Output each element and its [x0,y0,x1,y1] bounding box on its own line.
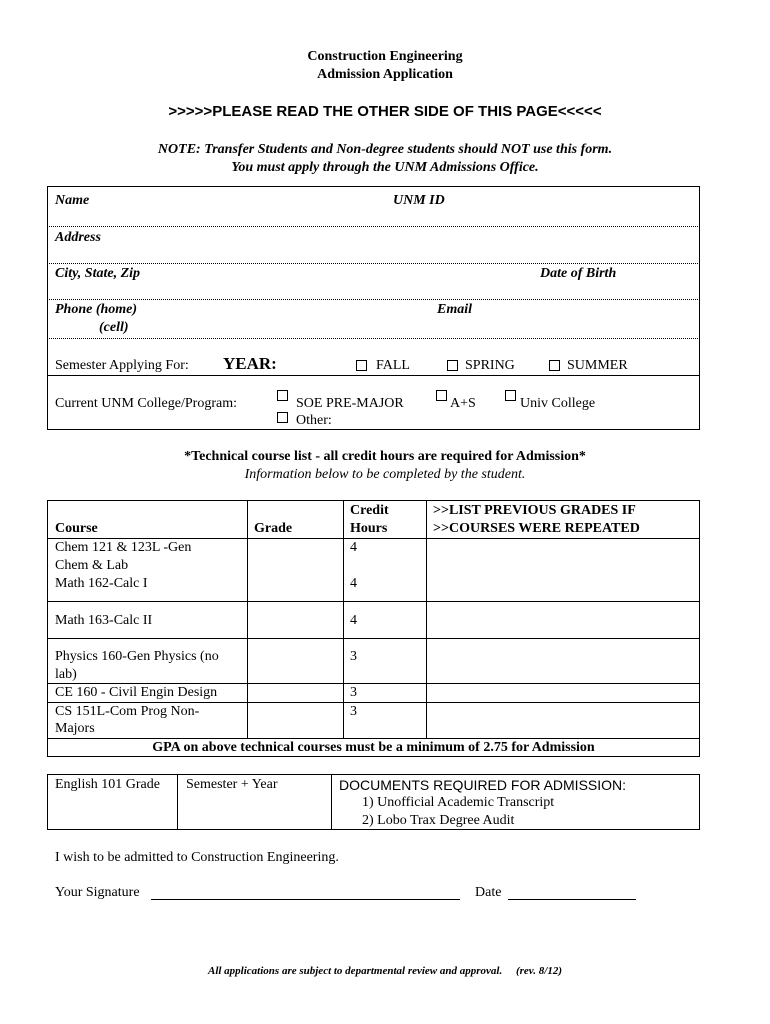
spring-checkbox[interactable] [447,360,458,371]
semester-year-label: Semester + Year [186,777,278,792]
applicant-info-box [47,186,700,430]
college-program-label: Current UNM College/Program: [55,396,237,411]
course-list-subheading: Information below to be completed by the student. [244,467,526,482]
other-checkbox[interactable] [277,412,288,423]
course-hours: 3 [350,685,357,700]
admissions-office-note: You must apply through the UNM Admissions Office. [231,160,539,175]
course-name-cont: lab) [55,667,77,682]
gpa-requirement-note: GPA on above technical courses must be a minimum of 2.75 for Admission [152,740,595,755]
course-hours: 3 [350,704,357,719]
as-label: A+S [450,396,476,411]
summer-label: SUMMER [567,358,628,373]
date-of-birth-label: Date of Birth [540,266,617,281]
course-name: Math 162-Calc I [55,576,148,591]
signature-label: Your Signature [55,885,140,900]
previous-grades-header-line2: >>COURSES WERE REPEATED [433,521,640,536]
address-label: Address [55,230,101,245]
soe-checkbox[interactable] [277,390,288,401]
previous-grades-header-line1: >>LIST PREVIOUS GRADES IF [433,503,636,518]
date-line[interactable] [508,899,636,900]
document-item: 2) Lobo Trax Degree Audit [362,813,515,828]
course-name: Chem 121 & 123L -Gen [55,540,192,555]
year-label: YEAR: [223,354,277,373]
grade-column-header: Grade [254,521,293,536]
soe-premajor-label: SOE PRE-MAJOR [296,396,404,411]
english-101-grade-label: English 101 Grade [55,777,160,792]
univ-college-checkbox[interactable] [505,390,516,401]
date-label: Date [475,885,502,900]
name-label: Name [55,193,90,208]
form-subtitle: Admission Application [317,67,453,82]
spring-label: SPRING [465,358,515,373]
credit-column-header: Credit [350,503,389,518]
course-hours: 4 [350,613,357,628]
transfer-note: NOTE: Transfer Students and Non-degree students should NOT use this form. [157,142,613,157]
fall-label: FALL [376,358,410,373]
fall-checkbox[interactable] [356,360,367,371]
course-name: Math 163-Calc II [55,613,153,628]
summer-checkbox[interactable] [549,360,560,371]
form-title: Construction Engineering [307,49,463,64]
course-name: CS 151L-Com Prog Non- [55,704,200,719]
univ-college-label: Univ College [520,396,596,411]
document-item: 1) Unofficial Academic Transcript [362,795,555,810]
documents-required-title: DOCUMENTS REQUIRED FOR ADMISSION: [339,777,627,793]
course-column-header: Course [55,521,98,536]
other-label: Other: [296,413,332,428]
semester-label: Semester Applying For: [55,358,189,373]
admission-wish-text: I wish to be admitted to Construction Engineering. [55,850,339,865]
as-checkbox[interactable] [436,390,447,401]
email-label: Email [437,302,473,317]
footer-note: All applications are subject to departmental review and approval. (rev. 8/12) [207,965,562,977]
course-hours: 4 [350,540,357,555]
phone-home-label: Phone (home) [55,302,138,317]
unm-id-label: UNM ID [393,193,445,208]
phone-cell-label: (cell) [99,320,129,335]
course-hours: 4 [350,576,357,591]
course-hours: 3 [350,649,357,664]
city-state-zip-label: City, State, Zip [55,266,141,281]
signature-line[interactable] [151,899,460,900]
course-name: CE 160 - Civil Engin Design [55,685,218,700]
course-name-cont: Chem & Lab [55,558,129,573]
course-name: Physics 160-Gen Physics (no [55,649,219,664]
course-list-heading: *Technical course list - all credit hours are required for Admission* [184,449,586,464]
read-other-side-notice: >>>>>PLEASE READ THE OTHER SIDE OF THIS PAGE<<<<< [168,103,602,120]
hours-column-header: Hours [350,521,388,536]
course-name-cont: Majors [55,721,95,736]
